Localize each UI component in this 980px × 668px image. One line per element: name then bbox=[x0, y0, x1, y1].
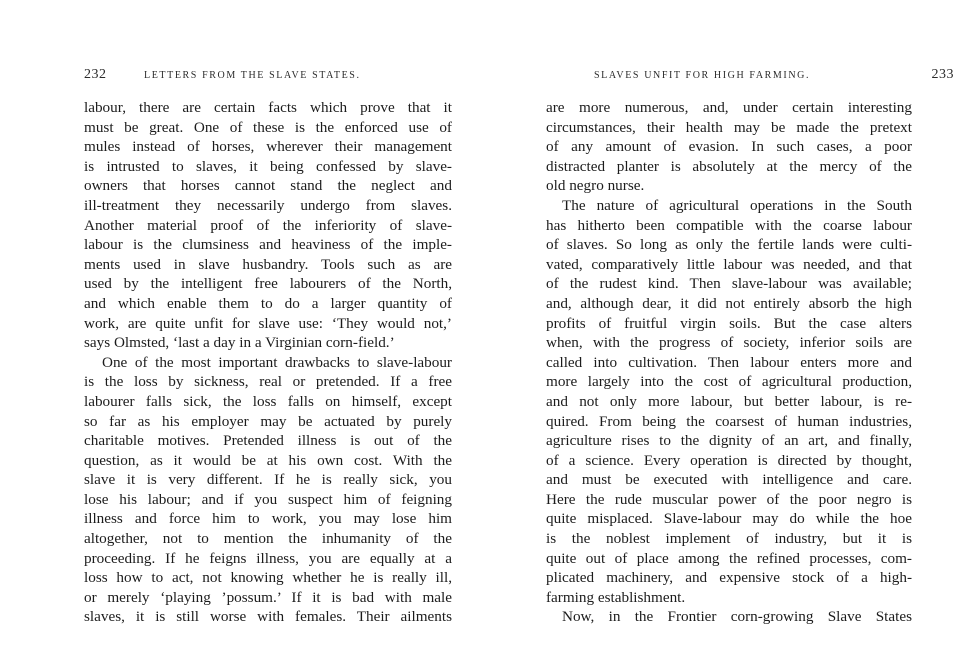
right-page-text bbox=[546, 98, 912, 627]
text-line: slave it is very different. If he is really sick, you bbox=[84, 471, 452, 489]
paragraph-start-line: The nature of agricultural operations in the South bbox=[562, 196, 912, 214]
paragraph-start-line: One of the most important drawbacks to slave-labour bbox=[102, 353, 452, 371]
text-line: is the noblest implement of industry, but it is bbox=[546, 530, 912, 548]
text-line: profits of fruitful virgin soils. But the case alters bbox=[546, 314, 912, 332]
text-line: distracted planter is absolutely at the mercy of the bbox=[546, 157, 912, 175]
text-line: proceeding. If he feigns illness, you are equally at a bbox=[84, 549, 452, 567]
text-line: and which enable them to do a larger quantity of bbox=[84, 294, 452, 312]
text-line: used by the intelligent free labourers of the North, bbox=[84, 275, 452, 293]
text-line: is intrusted to slaves, it being confessed by slave- bbox=[84, 157, 452, 175]
text-line: Another material proof of the inferiority of slave- bbox=[84, 216, 452, 234]
text-line: of the rudest kind. Then slave-labour was available; bbox=[546, 275, 912, 293]
text-line: called into cultivation. Then labour enters more and bbox=[546, 353, 912, 371]
text-line: of slaves. So long as only the fertile lands were culti- bbox=[546, 236, 912, 254]
text-line: labour is the clumsiness and heaviness of the imple- bbox=[84, 236, 452, 254]
text-line: of any amount of evasion. In such cases, a poor bbox=[546, 138, 912, 156]
text-line: mules instead of horses, wherever their management bbox=[84, 138, 452, 156]
text-line: question, as it would be at his own cost. With the bbox=[84, 451, 452, 469]
text-line: are more numerous, and, under certain interesting bbox=[546, 99, 912, 116]
text-line: altogether, not to mention the inhumanity of the bbox=[84, 530, 452, 548]
text-line: illness and force him to work, you may lose him bbox=[84, 510, 452, 528]
text-line: and not only more labour, but better labour, is re- bbox=[546, 392, 912, 410]
text-line: and must be executed with intelligence and care. bbox=[546, 471, 912, 489]
text-line: circumstances, their health may be made the pretext bbox=[546, 118, 912, 136]
text-line: slaves, it is still worse with females. Their ailments bbox=[84, 608, 452, 626]
text-line: ments used in slave husbandry. Tools such as are bbox=[84, 255, 452, 273]
text-line: quired. From being the coarsest of human industries, bbox=[546, 412, 912, 430]
text-line: farming establishment. bbox=[546, 588, 686, 606]
text-line: old negro nurse. bbox=[546, 177, 645, 195]
text-line: or merely ‘playing ’possum.’ If it is bad with male bbox=[84, 588, 452, 606]
text-line: quite out of place among the refined processes, com- bbox=[546, 549, 912, 567]
text-line: labourer falls sick, the loss falls on himself, except bbox=[84, 392, 452, 410]
left-page-header bbox=[84, 67, 456, 90]
text-line: loss how to act, not knowing whether he is really ill, bbox=[84, 569, 452, 587]
left-running-head: LETTERS FROM THE SLAVE STATES. bbox=[144, 70, 361, 81]
right-running-head: SLAVES UNFIT FOR HIGH FARMING. bbox=[594, 70, 811, 81]
text-line: when, with the progress of society, inferior soils are bbox=[546, 334, 912, 352]
right-page-number: 233 bbox=[931, 67, 954, 82]
text-line: owners that horses cannot stand the neglect and bbox=[84, 177, 452, 195]
text-line: Here the rude muscular power of the poor negro is bbox=[546, 490, 912, 508]
text-line: labour, there are certain facts which prove that it bbox=[84, 99, 452, 116]
paragraph-start-line: Now, in the Frontier corn-growing Slave States bbox=[562, 608, 912, 626]
text-line: so far as his employer may be actuated by purely bbox=[84, 412, 452, 430]
text-line: and, although dear, it did not entirely absorb the high bbox=[546, 294, 912, 312]
right-page-header bbox=[594, 67, 954, 90]
text-line: quite misplaced. Slave-labour may do while the hoe bbox=[546, 510, 912, 528]
text-line: charitable motives. Pretended illness is out of the bbox=[84, 432, 452, 450]
text-line: more largely into the cost of agricultural production, bbox=[546, 373, 912, 391]
text-line: plicated machinery, and expensive stock of a high- bbox=[546, 569, 912, 587]
text-line: ill-treatment they necessarily undergo from slaves. bbox=[84, 196, 452, 214]
text-line: has hitherto been compatible with the coarse labour bbox=[546, 216, 912, 234]
text-line: vated, comparatively little labour was needed, and that bbox=[546, 255, 912, 273]
text-line: must be great. One of these is the enforced use of bbox=[84, 118, 452, 136]
left-page-number: 232 bbox=[84, 67, 107, 82]
left-page-text bbox=[84, 98, 452, 627]
right-page bbox=[490, 0, 980, 668]
text-line: lose his labour; and if you suspect him of feigning bbox=[84, 490, 452, 508]
text-line: agriculture rises to the dignity of an art, and finally, bbox=[546, 432, 912, 450]
text-line: of a science. Every operation is directed by thought, bbox=[546, 451, 912, 469]
text-line: is the loss by sickness, real or pretended. If a free bbox=[84, 373, 452, 391]
text-line: work, are quite unfit for slave use: ‘They would not,’ bbox=[84, 314, 452, 332]
text-line: says Olmsted, ‘last a day in a Virginian corn-field.’ bbox=[84, 334, 395, 352]
